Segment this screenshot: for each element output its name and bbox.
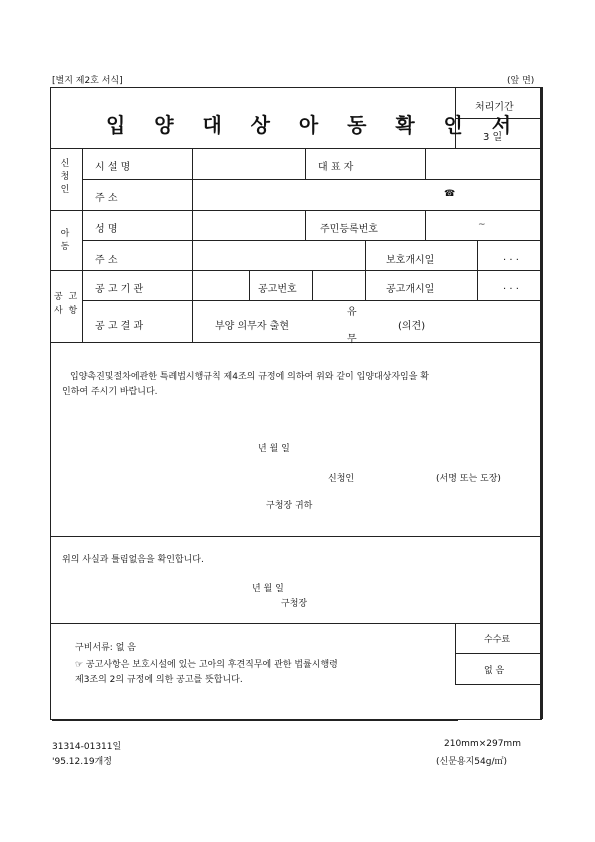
paper-type: (신문용지54g/㎡) — [436, 757, 507, 767]
result-no-option[interactable]: 무 — [347, 334, 357, 345]
frame-bottom-edge — [52, 719, 458, 721]
fee-label: 수수료 — [484, 635, 511, 645]
applicant-group-label: 신 청 인 — [60, 159, 70, 195]
notice-start-field[interactable]: . . . — [503, 281, 519, 292]
notice-result-label: 공 고 결 과 — [95, 321, 144, 332]
page-side-label: (앞 면) — [507, 76, 535, 86]
representative-label: 대 표 자 — [318, 162, 354, 173]
form-number: [별지 제2호 서식] — [52, 76, 123, 86]
rrn-separator: ~ — [478, 220, 486, 230]
notice-start-label: 공고개시일 — [386, 284, 435, 295]
notice-note-line1: ☞ 공고사항은 보호시설에 있는 고아의 후견직무에 관한 법률시행령 — [75, 660, 338, 670]
notice-agency-label: 공 고 기 관 — [95, 284, 144, 295]
processing-period-label: 처리기간 — [475, 102, 514, 113]
facility-name-field[interactable] — [193, 149, 304, 178]
frame-right-edge — [540, 87, 543, 719]
request-text-line2: 인하여 주시기 바랍니다. — [62, 387, 158, 397]
child-address-label: 주 소 — [95, 255, 118, 266]
revision-date: '95.12.19개정 — [52, 757, 112, 767]
applicant-address-field[interactable] — [193, 180, 539, 209]
protection-start-label: 보호개시일 — [386, 255, 435, 266]
request-text-line1: 입양촉진및절차에관한 특례법시행규칙 제4조의 규정에 의하여 위와 같이 입양대상자임을 확 — [70, 372, 429, 382]
fee-value: 없 음 — [484, 666, 505, 676]
rrn-field[interactable] — [426, 211, 539, 239]
request-date[interactable]: 년 월 일 — [258, 444, 290, 454]
phone-icon: ☎ — [444, 189, 456, 199]
applicant-address-label: 주 소 — [95, 193, 118, 204]
required-documents: 구비서류: 없 음 — [75, 643, 136, 653]
child-group-label: 아 동 — [60, 229, 70, 252]
confirmation-date[interactable]: 년 월 일 — [252, 584, 284, 594]
opinion-label: (의견) — [398, 321, 426, 332]
representative-field[interactable] — [306, 149, 424, 178]
representative-value-field[interactable] — [426, 149, 539, 178]
confirmation-text: 위의 사실과 틀림없음을 확인합니다. — [62, 555, 204, 565]
signature-field[interactable]: (서명 또는 도장) — [436, 474, 501, 484]
child-address-field[interactable] — [193, 241, 364, 269]
processing-period-value: 3 일 — [483, 132, 503, 143]
notice-result-text: 부양 의무자 출현 — [215, 321, 289, 332]
protection-start-field[interactable]: . . . — [503, 252, 519, 263]
child-name-label: 성 명 — [95, 224, 118, 235]
paper-size: 210mm×297mm — [444, 739, 521, 749]
notice-number-label: 공고번호 — [258, 284, 297, 295]
notice-group-label: 공 고 사 항 — [54, 292, 78, 316]
notice-note-line2: 제3조의 2의 규정에 의한 공고를 뜻합니다. — [75, 675, 243, 685]
result-yes-option[interactable]: 유 — [347, 307, 357, 318]
notice-number-field[interactable] — [313, 271, 364, 299]
rrn-label: 주민등록번호 — [320, 224, 378, 235]
applicant-sign-label: 신청인 — [328, 474, 355, 484]
notice-agency-field[interactable] — [193, 271, 248, 299]
child-name-field[interactable] — [193, 211, 304, 239]
confirmation-issuer: 구청장 — [281, 599, 308, 609]
form-code: 31314-01311일 — [52, 742, 122, 752]
page-title: 입 양 대 상 아 동 확 인 서 — [106, 113, 514, 137]
facility-name-label: 시 설 명 — [95, 162, 131, 173]
addressee: 구청장 귀하 — [266, 501, 313, 511]
